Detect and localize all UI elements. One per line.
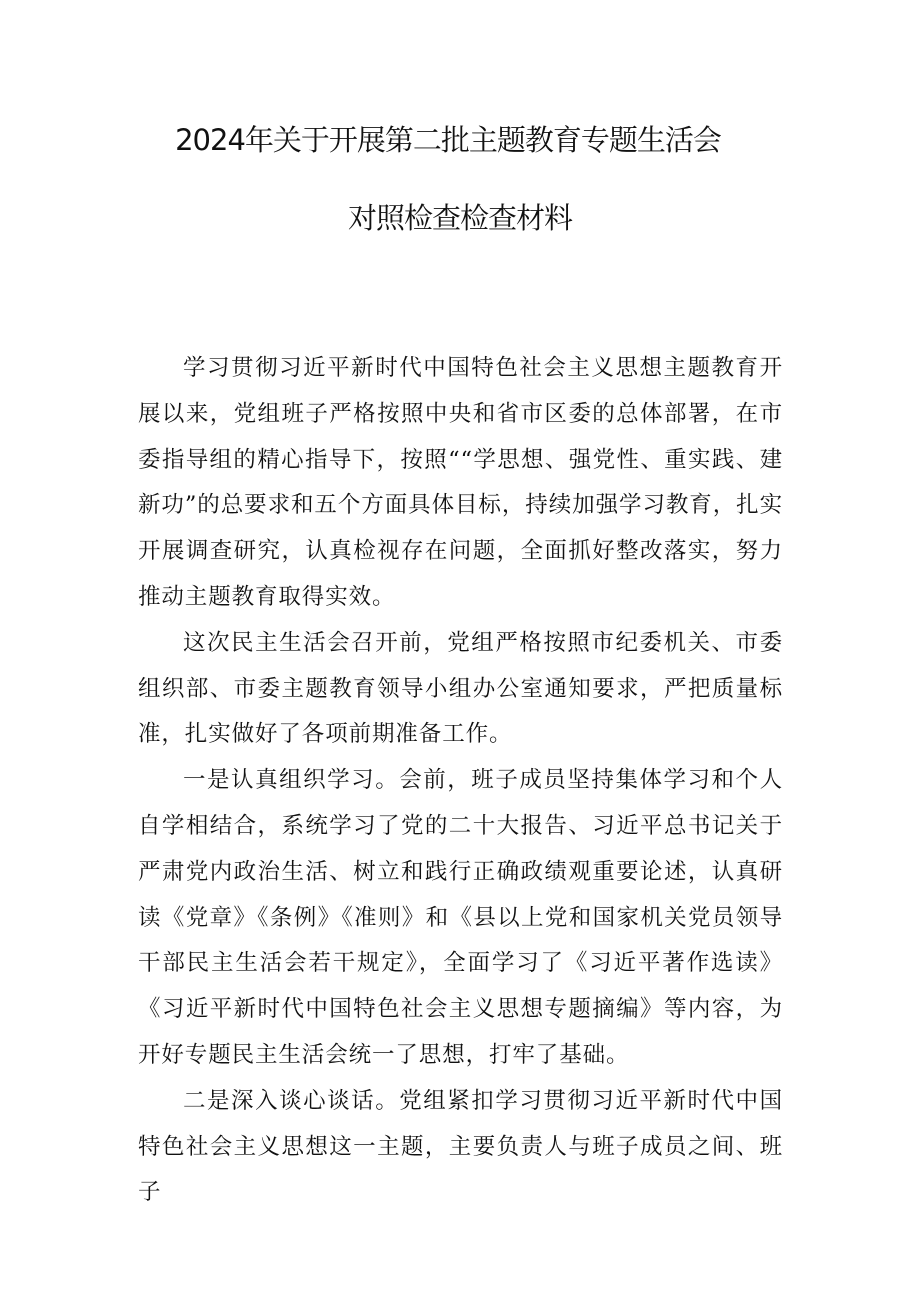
document-title-line-2: 对照检查检查材料: [347, 201, 572, 235]
paragraph-preparation: 这次民主生活会召开前，党组严格按照市纪委机关、市委组织部、市委主题教育领导小组办公室通知要求，严把质量标准，扎实做好了各项前期准备工作。: [138, 629, 783, 748]
paragraph-intro: 学习贯彻习近平新时代中国特色社会主义思想主题教育开展以来，党组班子严格按照中央和省市区委的总体部署，在市委指导组的精心指导下，按照““学思想、强党性、重实践、建新功”的总要求和五个方面具体目标，持续加强学习教育，扎实开展调查研究，认真检视存在问题，全面抓好整改落实，努力推动主题教育取得实效。: [138, 355, 783, 610]
paragraph-talks: 二是深入谈心谈话。党组紧扣学习贯彻习近平新时代中国特色社会主义思想这一主题，主要负责人与班子成员之间、班子: [138, 1087, 783, 1206]
document-title-line-1: 2024年关于开展第二批主题教育专题生活会: [175, 123, 721, 157]
document-body: [138, 346, 783, 1216]
paragraph-study: 一是认真组织学习。会前，班子成员坚持集体学习和个人自学相结合，系统学习了党的二十大报告、习近平总书记关于严肃党内政治生活、树立和践行正确政绩观重要论述，认真研读《党章》《条例》《准则》和《县以上党和国家机关党员领导干部民主生活会若干规定》，全面学习了《习近平著作选读》《习近平新时代中国特色社会主义思想专题摘编》等内容，为开好专题民主生活会统一了思想，打牢了基础。: [138, 767, 783, 1068]
